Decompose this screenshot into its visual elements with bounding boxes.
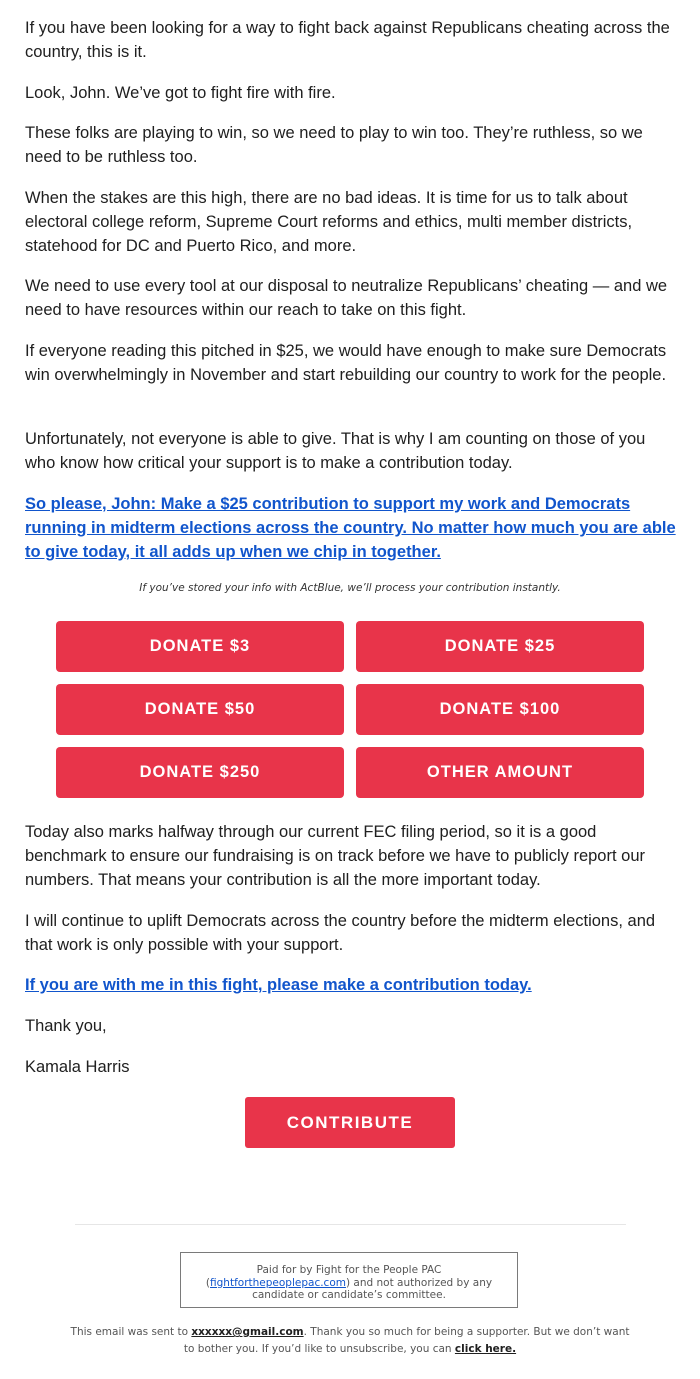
recipient-email: xxxxxx@gmail.com — [191, 1326, 304, 1338]
footer-text — [70, 1324, 630, 1358]
paragraph-every-tool: We need to use every tool at our disposal to neutralize Republicans’ cheating — and we need to have resources within our reach to take on this fight. — [25, 277, 668, 319]
paid-for-line: Paid for by Fight for the People PAC — [256, 1264, 442, 1276]
donate-25-button[interactable]: DONATE $25 — [356, 621, 644, 672]
donate-250-button[interactable]: DONATE $250 — [56, 747, 344, 798]
donate-button-grid — [56, 621, 644, 798]
contribution-link[interactable]: So please, John: Make a $25 contribution to support my work and Democrats running in midterm elections across the country. No matter how much you are able to give today, it all adds up when we chip in together. — [25, 495, 676, 561]
donate-100-button[interactable]: DONATE $100 — [356, 684, 644, 735]
signature: Kamala Harris — [25, 1058, 130, 1076]
paid-for-disclaimer — [180, 1252, 518, 1308]
contribute-button[interactable]: CONTRIBUTE — [245, 1097, 455, 1148]
contribution-link-2[interactable]: If you are with me in this fight, please make a contribution today. — [25, 976, 532, 994]
paid-for-rest: ) and not authorized by any candidate or candidate’s committee. — [252, 1276, 493, 1301]
paragraph-fec-period: Today also marks halfway through our current FEC filing period, so it is a good benchmark to ensure our fundraising is on track before we have to publicly report our numbers. That means your contribution is all the more important today. — [25, 823, 645, 889]
unsubscribe-link[interactable]: click here. — [454, 1343, 517, 1355]
sent-to-suffix: . Thank you so much for being a supporter. But we don’t want to bother you. If you’d like to unsubscribe, you can — [183, 1326, 630, 1355]
paragraph-play-to-win: These folks are playing to win, so we need to play to win too. They’re ruthless, so we need to be ruthless too. — [25, 124, 643, 166]
other-amount-button[interactable]: OTHER AMOUNT — [356, 747, 644, 798]
paragraph-stakes: When the stakes are this high, there are no bad ideas. It is time for us to talk about electoral college reform, Supreme Court reforms and ethics, multi member districts, statehood for DC and Puerto Rico, and more. — [25, 189, 633, 255]
closing: Thank you, — [25, 1017, 107, 1035]
donate-50-button[interactable]: DONATE $50 — [56, 684, 344, 735]
footer-divider — [75, 1224, 626, 1225]
paragraph-uplift: I will continue to uplift Democrats across the country before the midterm elections, and that work is only possible with your support. — [25, 912, 656, 954]
paragraph-not-everyone: Unfortunately, not everyone is able to give. That is why I am counting on those of you who know how critical your support is to make a contribution today. — [25, 430, 646, 472]
paragraph-pitch-in: If everyone reading this pitched in $25, we would have enough to make sure Democrats win overwhelmingly in November and start rebuilding our country to work for the people. — [25, 342, 667, 384]
pac-website-link[interactable]: fightforthepeoplepac.com — [210, 1276, 346, 1289]
actblue-note: If you’ve stored your info with ActBlue, we’ll process your contribution instantly. — [139, 582, 561, 594]
donate-3-button[interactable]: DONATE $3 — [56, 621, 344, 672]
paragraph-fight-fire: Look, John. We’ve got to fight fire with fire. — [25, 84, 336, 102]
paragraph-intro: If you have been looking for a way to fight back against Republicans cheating across the country, this is it. — [25, 19, 670, 61]
paid-for-open-paren: ( — [205, 1276, 211, 1289]
sent-to-prefix: This email was sent to — [70, 1326, 192, 1338]
